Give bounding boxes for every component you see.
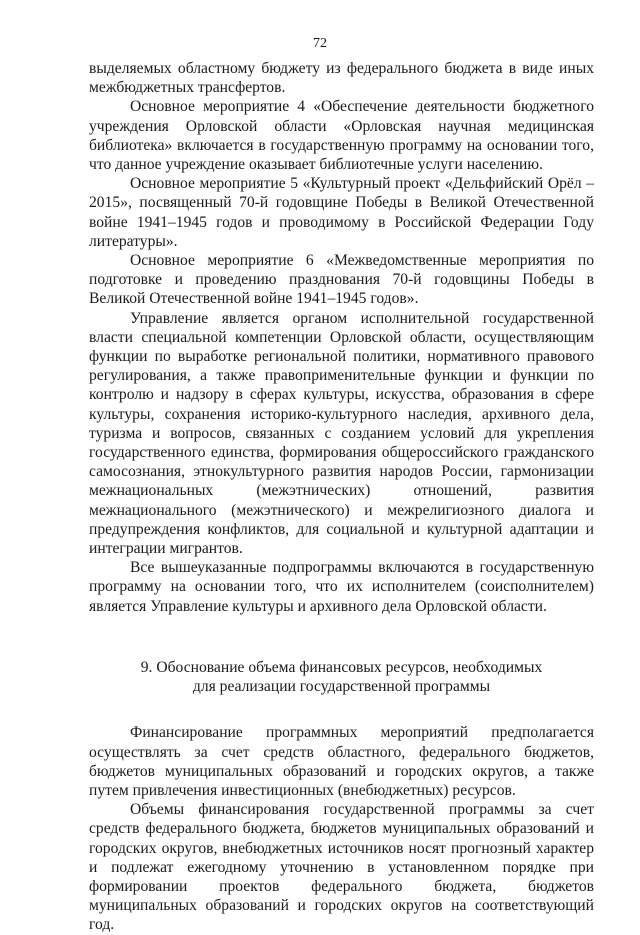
paragraph-main-activity-5: Основное мероприятие 5 «Культурный проект «Дельфийский Орёл – 2015», посвященный 70-й годовщине Победы в Великой Отечественной войне 1941–1945 годов и проводимому в Российской Федерации Году литературы». <box>89 175 594 250</box>
section-heading-line-2: для реализации государственной программы <box>192 678 491 696</box>
paragraph-main-activity-4: Основное мероприятие 4 «Обеспечение деятельности бюджетного учреждения Орловской области «Орловская научная медицинская библиотека» включается в государственную программу на основании того, что данное учреждение оказывает библиотечные услуги населению. <box>89 98 594 174</box>
paragraph-financing-sources: Финансирование программных мероприятий предполагается осуществлять за счет средств областного, федерального бюджетов, бюджетов муниципальных образований и городских округов, а также путем привлечения инвестиционных (внебюджетных) ресурсов. <box>89 724 594 799</box>
paragraph-continuation: выделяемых областному бюджету из федерального бюджета в виде иных межбюджетных трансфертов. <box>89 60 594 97</box>
paragraph-financing-volumes: Объемы финансирования государственной программы за счет средств федерального бюджета, бюджетов муниципальных образований и городских округов, внебюджетных источников носят прогнозный характер и подлежат ежегодному уточнению в установленном порядке при формировании проектов федерального бюджета, бюджетов муниципальных образований и городских округов на соответствующий год. <box>89 801 594 934</box>
page-number: 72 <box>313 36 327 51</box>
section-heading <box>89 658 594 696</box>
paragraph-main-activity-6: Основное мероприятие 6 «Межведомственные мероприятия по подготовке и проведению празднования 70-й годовщины Победы в Великой Отечественной войне 1941–1945 годов». <box>89 252 594 308</box>
document-body <box>89 59 594 935</box>
heading-spacer <box>89 696 594 723</box>
paragraph-subprograms-inclusion: Все вышеуказанные подпрограммы включаются в государственную программу на основании того, что их исполнителем (соисполнителем) является Управление культуры и архивного дела Орловской области. <box>89 559 594 615</box>
paragraph-administration-role: Управление является органом исполнительной государственной власти специальной компетенции Орловской области, осуществляющим функции по выработке региональной политики, нормативного правового регулирования, а также правоприменительные функции и функции по контролю и надзору в сферах культуры, искусства, образования в сфере культуры, сохранения историко-культурного наследия, архивного дела, туризма и вопросов, связанных с созданием условий для укрепления государственного единства, формирования общероссийского гражданского самосознания, этнокультурного развития народов России, гармонизации межнациональных (межэтнических) отношений, развития межнационального (межэтнического) и межрелигиозного диалога и предупреждения конфликтов, для социальной и культурной адаптации и интеграции мигрантов. <box>89 309 594 558</box>
section-heading-line-1: 9. Обоснование объема финансовых ресурсов, необходимых <box>140 658 543 676</box>
